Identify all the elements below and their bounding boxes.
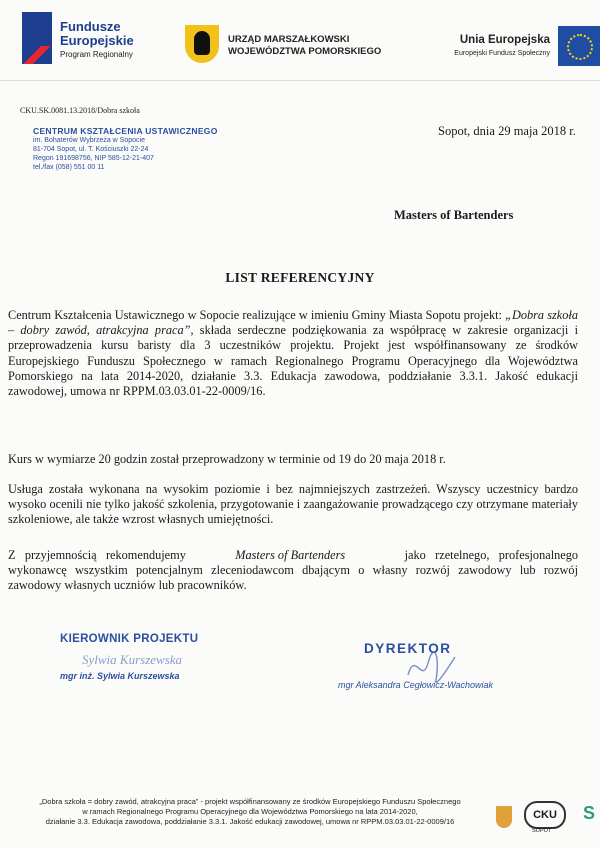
footer-line2: w ramach Regionalnego Programu Operacyjnego dla Województwa Pomorskiego na lata 2014-2020,	[82, 807, 418, 816]
ue-sub: Europejski Fundusz Społeczny	[454, 50, 550, 57]
footer-line3: działanie 3.3. Edukacja zawodowa, poddziałanie 3.3.1. Jakość edukacji zawodowej, umowa nr RPPM.03.03.01-22-0009/16	[45, 817, 455, 826]
p1-text-b: , składa serdeczne podziękowania za współpracę w zakresie organizacji i przeprowadzenia kursu baristy dla 3 uczestników projektu. Projekt jest współfinansowany ze środków Europejskiego Funduszu Społecznego w ramach Regionalnego Programu Operacyjnego dla Województwa Pomorskiego na lata 2014-2020, działanie 3.3. Edukacja zawodowa, poddziałanie 3.3.1. Jakość edukacji zawodowej, umowa nr RPPM.03.03.01-22-0009/16.	[8, 323, 578, 399]
stamp-name: CENTRUM KSZTAŁCENIA USTAWICZNEGO	[33, 126, 218, 136]
director-name: mgr Aleksandra Cegłowicz-Wachowiak	[338, 680, 494, 690]
cku-logo-sub: SOPOT	[532, 828, 552, 834]
project-manager-role: KIEROWNIK PROJEKTU	[60, 633, 199, 645]
letter-date: Sopot, dnia 29 maja 2018 r.	[438, 124, 576, 138]
paragraph-4	[8, 548, 578, 594]
p4-text-b: jako rzetelnego, profesjonalnego wykonawcę wszystkim potencjalnym zleceniodawcom dbającym o własny rozwój zawodowy lub rozwój zawodowy własnych uczniów lub pracowników.	[8, 548, 579, 593]
ue-line1: Unia Europejska	[459, 34, 550, 46]
paragraph-2: Kurs w wymiarze 20 godzin został przeprowadzony w terminie od 19 do 20 maja 2018 r.	[8, 452, 446, 466]
fundusze-europejskie-text	[60, 20, 134, 62]
document-title: LIST REFERENCYJNY	[225, 270, 375, 285]
pomorskie-crest-icon	[185, 25, 219, 63]
p4-text-a: Z przyjemnością rekomendujemy	[8, 548, 186, 562]
institution-stamp	[33, 127, 218, 172]
stamp-line4: tel./fax (058) 551 00 11	[33, 164, 105, 171]
pom-line1: URZĄD MARSZAŁKOWSKI	[228, 34, 350, 45]
fe-line2: Europejskie	[60, 33, 134, 48]
sopot-crest-icon	[496, 806, 512, 828]
project-manager-signature: Sylwia Kurszewska	[82, 652, 183, 667]
fundusze-europejskie-logo	[22, 12, 52, 64]
paragraph-1	[8, 308, 578, 399]
reference-number: CKU.SK.0081.13.2018/Dobra szkoła	[20, 106, 140, 115]
unia-europejska-text	[425, 34, 550, 60]
p1-text-a: Centrum Kształcenia Ustawicznego w Sopocie realizujące w imieniu Gminy Miasta Sopotu projekt:	[8, 308, 506, 322]
griffin-icon	[194, 31, 210, 55]
header-divider	[0, 80, 600, 81]
stamp-line1: im. Bohaterów Wybrzeża w Sopocie	[33, 137, 145, 144]
stamp-line3: Regon 191698756, NIP 585-12-21-407	[33, 155, 154, 162]
stamp-line2: 81-704 Sopot, ul. T. Kościuszki 22-24	[33, 146, 149, 153]
recommended-company	[195, 548, 395, 563]
footer-text	[0, 797, 500, 827]
eu-flag-icon	[558, 26, 600, 66]
recommended-company-name: Masters of Bartenders	[235, 548, 346, 562]
project-name: „Dobra szkoła – dobry zawód, atrakcyjna praca”	[8, 308, 578, 338]
eu-stars-ring	[567, 34, 593, 60]
pom-line2: WOJEWÓDZTWA POMORSKIEGO	[228, 46, 382, 57]
footer-line1: „Dobra szkoła = dobry zawód, atrakcyjna praca” - projekt współfinansowany ze środków Europejskiego Funduszu Społecznego	[39, 797, 461, 806]
stars-icon	[39, 17, 49, 47]
recipient: Masters of Bartenders	[394, 208, 514, 222]
project-manager-name: mgr inż. Sylwia Kurszewska	[60, 671, 180, 681]
urzad-marszalkowski-text	[228, 34, 381, 58]
fe-line1: Fundusze	[60, 19, 121, 34]
sopot-logo-icon: S	[583, 803, 596, 823]
director-role: DYREKTOR	[364, 641, 452, 656]
paragraph-3: Usługa została wykonana na wysokim poziomie i bez najmniejszych zastrzeżeń. Wszyscy uczestnicy bardzo wysoko ocenili nie tylko jakość szkolenia, przygotowanie i zaangażowanie prowadzącego czy otrzymane materiały szkoleniowe, ale także wzrost własnych umiejętności.	[8, 482, 578, 527]
cku-logo: CKU	[524, 801, 566, 829]
flag-arrow-icon	[22, 46, 52, 64]
fe-sub: Program Regionalny	[60, 50, 133, 59]
